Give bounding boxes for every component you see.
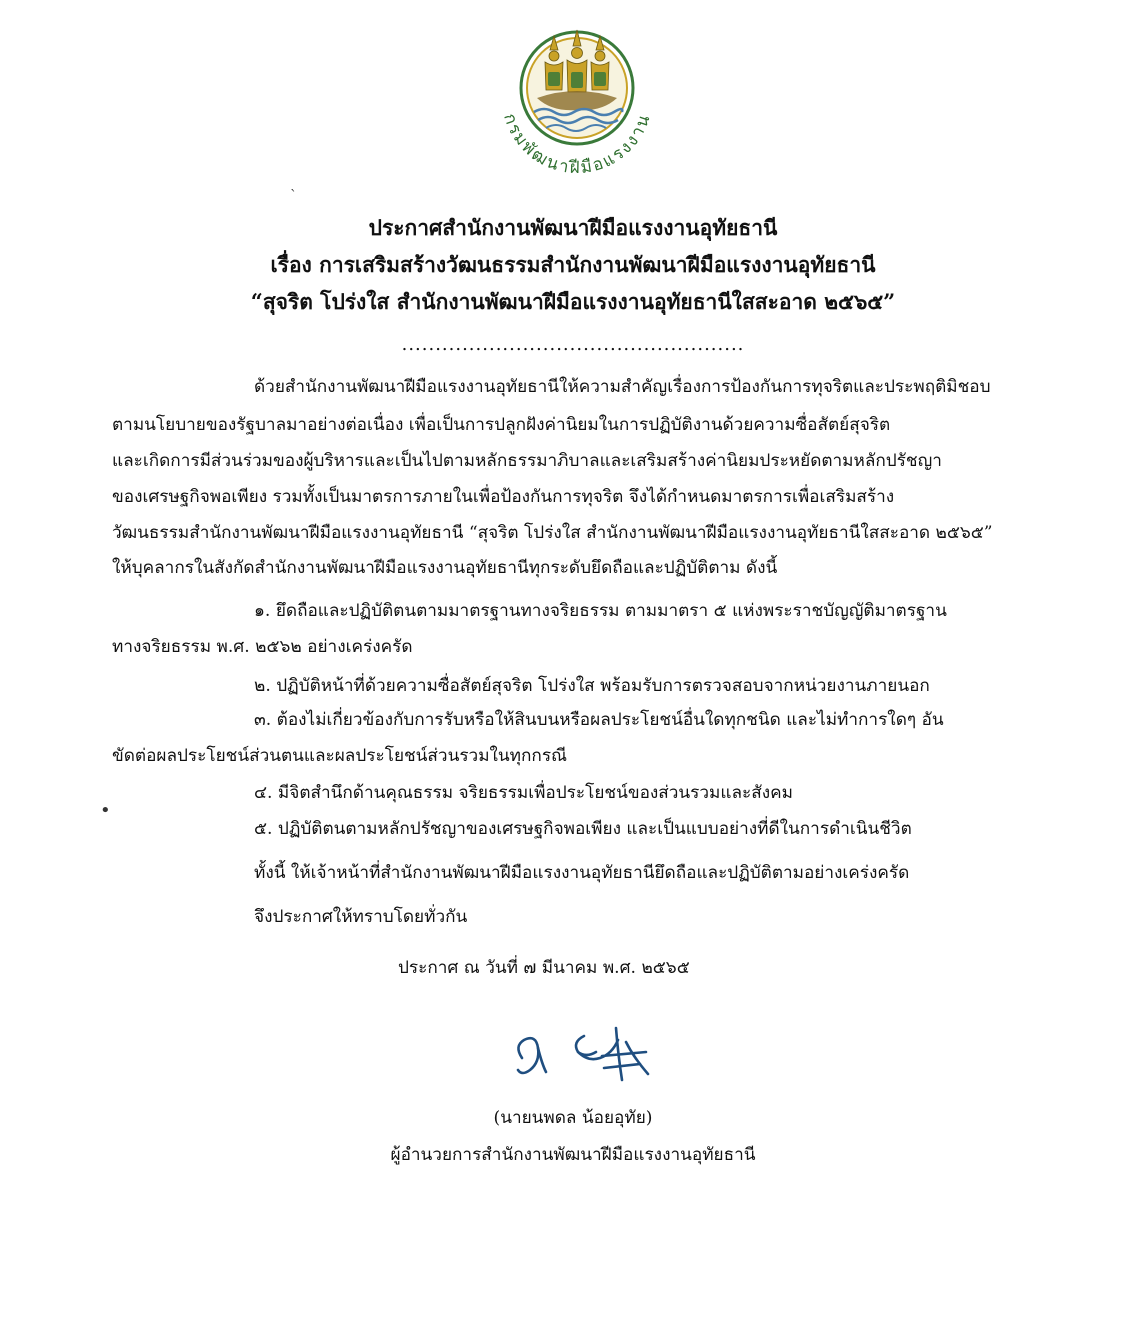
intro-line-2: ตามนโยบายของรัฐบาลมาอย่างต่อเนื่อง เพื่อเป็นการปลูกฝังค่านิยมในการปฏิบัติงานด้วยความซื่อสัตย์สุจริต (112, 415, 891, 435)
intro-line-4: ของเศรษฐกิจพอเพียง รวมทั้งเป็นมาตรการภายในเพื่อป้องกันการทุจริต จึงได้กำหนดมาตรการเพื่อเสริมสร้าง (112, 487, 895, 507)
intro-line-6: ให้บุคลากรในสังกัดสำนักงานพัฒนาฝีมือแรงงานอุทัยธานีทุกระดับยึดถือและปฏิบัติตาม ดังนี้ (112, 558, 778, 578)
intro-line-3: และเกิดการมีส่วนร่วมของผู้บริหารและเป็นไปตามหลักธรรมาภิบาลและเสริมสร้างค่านิยมประหยัดตามหลักปรัชญา (112, 451, 942, 471)
measure-item-4: ๔. มีจิตสำนึกด้านคุณธรรม จริยธรรมเพื่อประโยชน์ของส่วนรวมและสังคม (254, 783, 793, 803)
announcement-title: ประกาศสำนักงานพัฒนาฝีมือแรงงานอุทัยธานี (368, 215, 778, 240)
signer-name: (นายนพดล น้อยอุทัย) (493, 1108, 653, 1128)
handwritten-signature (508, 1018, 668, 1088)
title-separator: ................................................... (401, 334, 745, 355)
measure-item-2: ๒. ปฏิบัติหน้าที่ด้วยความซื่อสัตย์สุจริต โปร่งใส พร้อมรับการตรวจสอบจากหน่วยงานภายนอก (254, 676, 930, 696)
announcement-date: ประกาศ ณ วันที่ ๗ มีนาคม พ.ศ. ๒๕๖๕ (398, 958, 690, 978)
intro-line-1: ด้วยสำนักงานพัฒนาฝีมือแรงงานอุทัยธานีให้ความสำคัญเรื่องการป้องกันการทุจริตและประพฤติมิชอบ (254, 377, 991, 397)
measure-item-1-cont: ทางจริยธรรม พ.ศ. ๒๕๖๒ อย่างเคร่งครัด (112, 637, 413, 657)
svg-text:กรมพัฒนาฝีมือแรงงาน: กรมพัฒนาฝีมือแรงงาน (499, 110, 655, 179)
announcement-subject: เรื่อง การเสริมสร้างวัฒนธรรมสำนักงานพัฒนาฝีมือแรงงานอุทัยธานี (270, 252, 876, 277)
measure-item-3-cont: ขัดต่อผลประโยชน์ส่วนตนและผลประโยชน์ส่วนรวมในทุกกรณี (112, 746, 567, 766)
measure-item-3: ๓. ต้องไม่เกี่ยวข้องกับการรับหรือให้สินบนหรือผลประโยชน์อื่นใดทุกชนิด และไม่ทำการใดๆ อัน (254, 710, 944, 730)
signer-title: ผู้อำนวยการสำนักงานพัฒนาฝีมือแรงงานอุทัยธานี (390, 1145, 756, 1165)
announcement-notice: จึงประกาศให้ทราบโดยทั่วกัน (254, 907, 468, 927)
conclusion-text: ทั้งนี้ ให้เจ้าหน้าที่สำนักงานพัฒนาฝีมือแรงงานอุทัยธานียึดถือและปฏิบัติตามอย่างเคร่งครัด (254, 863, 910, 883)
measure-item-5: ๕. ปฏิบัติตนตามหลักปรัชญาของเศรษฐกิจพอเพียง และเป็นแบบอย่างที่ดีในการดำเนินชีวิต (254, 819, 912, 839)
measure-item-1: ๑. ยึดถือและปฏิบัติตนตามมาตรฐานทางจริยธรรม ตามมาตรา ๕ แห่งพระราชบัญญัติมาตรฐาน (254, 601, 947, 621)
announcement-slogan: “สุจริต โปร่งใส สำนักงานพัฒนาฝีมือแรงงานอุทัยธานีใสสะอาด ๒๕๖๕” (250, 289, 896, 314)
department-seal-logo (482, 20, 672, 190)
intro-line-5: วัฒนธรรมสำนักงานพัฒนาฝีมือแรงงานอุทัยธานี “สุจริต โปร่งใส สำนักงานพัฒนาฝีมือแรงงานอุทัยธานีใสสะอาด ๒๕๖๕” (112, 523, 993, 543)
stray-mark: ` (290, 188, 297, 204)
stray-dot: • (100, 800, 111, 821)
